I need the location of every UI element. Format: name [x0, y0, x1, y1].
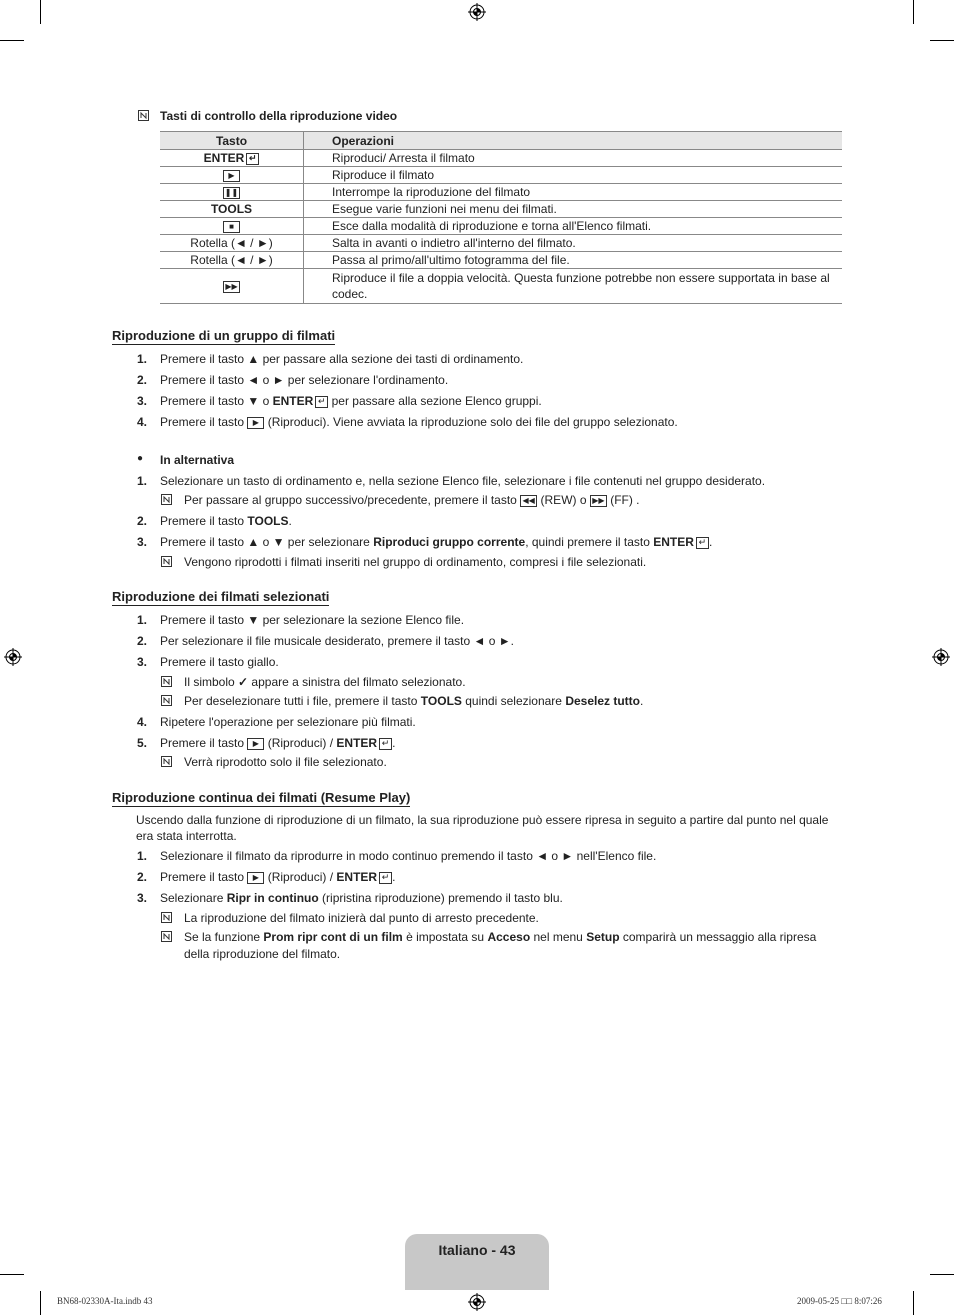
- pause-icon: ❚❚: [224, 187, 239, 197]
- registration-mark-icon: [932, 648, 950, 666]
- step-text: Selezionare Ripr in continuo (ripristina riproduzione) premendo il tasto blu.: [160, 891, 563, 905]
- crop-mark: [0, 1274, 24, 1275]
- table-row: [160, 252, 842, 269]
- step-text: Premere il tasto ▶ (Riproduci) / ENTER ↵ .: [160, 870, 396, 884]
- key-label: Rotella (◄ / ►): [160, 252, 304, 269]
- note-icon: [138, 110, 149, 121]
- table-row: [160, 201, 842, 218]
- play-icon: ▶: [223, 170, 240, 182]
- alt-title: In alternativa: [160, 453, 235, 467]
- ff-icon: ▶▶: [590, 495, 607, 507]
- play-icon: ▶: [247, 738, 264, 750]
- note-icon: [161, 931, 172, 942]
- section-heading: Riproduzione continua dei filmati (Resume Play): [112, 790, 411, 805]
- play-icon: ▶: [247, 872, 264, 884]
- table-header-ops: Operazioni: [304, 132, 843, 150]
- step-text: Premere il tasto ◄ o ► per selezionare l'ordinamento.: [160, 373, 449, 387]
- step-text: Premere il tasto ▲ per passare alla sezione dei tasti di ordinamento.: [160, 352, 524, 366]
- op-cell: Riproduci/ Arresta il filmato: [304, 150, 843, 167]
- note-text: Per deselezionare tutti i file, premere il tasto TOOLS quindi selezionare Deselez tutto.: [184, 694, 644, 708]
- table-row: [160, 235, 842, 252]
- op-cell: Esegue varie funzioni nei menu dei filmati.: [304, 201, 843, 218]
- note-text: Per passare al gruppo successivo/precedente, premere il tasto ◀◀ (REW) o ▶▶ (FF) .: [184, 493, 640, 507]
- crop-mark: [40, 0, 41, 24]
- note-icon: [161, 912, 172, 923]
- section-heading: Riproduzione di un gruppo di filmati: [112, 328, 336, 343]
- op-cell: Riproduce il filmato: [304, 167, 843, 184]
- step-text: Premere il tasto ▶ (Riproduci) / ENTER ↵ .: [160, 736, 396, 750]
- step-text: Premere il tasto ▼ o ENTER ↵ per passare alla sezione Elenco gruppi.: [160, 394, 542, 408]
- note-text: Il simbolo ✓ appare a sinistra del filmato selezionato.: [184, 675, 466, 689]
- step-number: 3.: [137, 394, 148, 408]
- step-text: Premere il tasto ▲ o ▼ per selezionare Riproduci gruppo corrente, quindi premere il tasto ENTER ↵ .: [160, 535, 713, 549]
- registration-mark-icon: [468, 1293, 486, 1311]
- registration-mark-icon: [468, 3, 486, 21]
- enter-icon: ↵: [379, 738, 392, 750]
- intro-paragraph: Uscendo dalla funzione di riproduzione di un filmato, la sua riproduzione può essere ripresa in seguito a partire dal punto nel quale era stata interrotta.: [136, 813, 829, 843]
- enter-icon: ↵: [379, 872, 392, 884]
- section-heading: Riproduzione dei filmati selezionati: [112, 589, 330, 604]
- step-number: 1.: [137, 352, 148, 366]
- crop-mark: [930, 40, 954, 41]
- step-text: Selezionare il filmato da riprodurre in modo continuo premendo il tasto ◄ o ► nell'Elenco file.: [160, 849, 657, 863]
- key-label: TOOLS: [160, 201, 304, 218]
- op-cell: Salta in avanti o indietro all'interno del filmato.: [304, 235, 843, 252]
- op-cell: Esce dalla modalità di riproduzione e torna all'Elenco filmati.: [304, 218, 843, 235]
- imprint-right: 2009-05-25 □□ 8:07:26: [797, 1296, 882, 1306]
- note-text: La riproduzione del filmato inizierà dal punto di arresto precedente.: [184, 911, 539, 925]
- note-text: Vengono riprodotti i filmati inseriti nel gruppo di ordinamento, compresi i file selezionati.: [184, 555, 647, 569]
- op-cell: Riproduce il file a doppia velocità. Questa funzione potrebbe non essere supportata in base al codec.: [304, 269, 843, 304]
- table-row: [160, 184, 842, 201]
- table-row: [160, 269, 842, 304]
- bullet-icon: ●: [137, 453, 144, 464]
- op-cell: Interrompe la riproduzione del filmato: [304, 184, 843, 201]
- table-row: [160, 218, 842, 235]
- op-cell: Passa al primo/all'ultimo fotogramma del file.: [304, 252, 843, 269]
- step-number: 3.: [137, 535, 148, 549]
- rew-icon: ◀◀: [520, 495, 537, 507]
- control-table: [160, 131, 842, 304]
- note-icon: [161, 556, 172, 567]
- note-icon: [161, 695, 172, 706]
- table-header-key: Tasto: [160, 132, 304, 150]
- imprint-left: BN68-02330A-Ita.indb 43: [57, 1296, 153, 1306]
- stop-icon: ■: [223, 221, 240, 233]
- step-text: Premere il tasto ▶ (Riproduci). Viene avviata la riproduzione solo dei file del gruppo selezionato.: [160, 415, 678, 429]
- note-text: Se la funzione Prom ripr cont di un film è impostata su Acceso nel menu Setup comparirà un messaggio alla ripresa: [184, 930, 817, 944]
- table-row: [160, 150, 842, 167]
- step-number: 1.: [137, 849, 148, 863]
- step-number: 3.: [137, 891, 148, 905]
- note-icon: [161, 494, 172, 505]
- enter-icon: ↵: [246, 153, 259, 165]
- note-text: Verrà riprodotto solo il file selezionato.: [184, 755, 387, 769]
- step-text: Premere il tasto TOOLS.: [160, 514, 292, 528]
- enter-icon: ↵: [696, 537, 709, 549]
- enter-icon: ↵: [315, 396, 328, 408]
- page-number-tab: [405, 1234, 549, 1290]
- key-label: ENTER: [203, 151, 245, 165]
- note-text-continued: della riproduzione del filmato.: [184, 947, 341, 961]
- note-icon: [161, 676, 172, 687]
- step-text: Premere il tasto ▼ per selezionare la sezione Elenco file.: [160, 613, 465, 627]
- key-label: Rotella (◄ / ►): [160, 235, 304, 252]
- step-text: Ripetere l'operazione per selezionare più filmati.: [160, 715, 416, 729]
- table-caption: Tasti di controllo della riproduzione video: [160, 109, 398, 123]
- ff-icon: ▶▶: [223, 281, 240, 293]
- crop-mark: [913, 0, 914, 24]
- play-icon: ▶: [247, 417, 264, 429]
- step-text: Premere il tasto giallo.: [160, 655, 279, 669]
- note-icon: [161, 756, 172, 767]
- step-number: 5.: [137, 736, 148, 750]
- step-text: Selezionare un tasto di ordinamento e, nella sezione Elenco file, selezionare i file contenuti nel gruppo desiderato.: [160, 474, 766, 488]
- step-number: 3.: [137, 655, 148, 669]
- step-number: 2.: [137, 870, 148, 884]
- step-text: Per selezionare il file musicale desiderato, premere il tasto ◄ o ►.: [160, 634, 514, 648]
- checkmark-icon: ✓: [238, 675, 249, 689]
- step-number: 4.: [137, 415, 148, 429]
- step-number: 1.: [137, 474, 148, 488]
- step-number: 2.: [137, 514, 148, 528]
- page-label: Italiano - 43: [438, 1242, 516, 1258]
- crop-mark: [930, 1274, 954, 1275]
- step-number: 4.: [137, 715, 148, 729]
- step-number: 1.: [137, 613, 148, 627]
- step-number: 2.: [137, 373, 148, 387]
- crop-mark: [40, 1291, 41, 1315]
- crop-mark: [0, 40, 24, 41]
- step-number: 2.: [137, 634, 148, 648]
- table-row: [160, 167, 842, 184]
- registration-mark-icon: [4, 648, 22, 666]
- crop-mark: [913, 1291, 914, 1315]
